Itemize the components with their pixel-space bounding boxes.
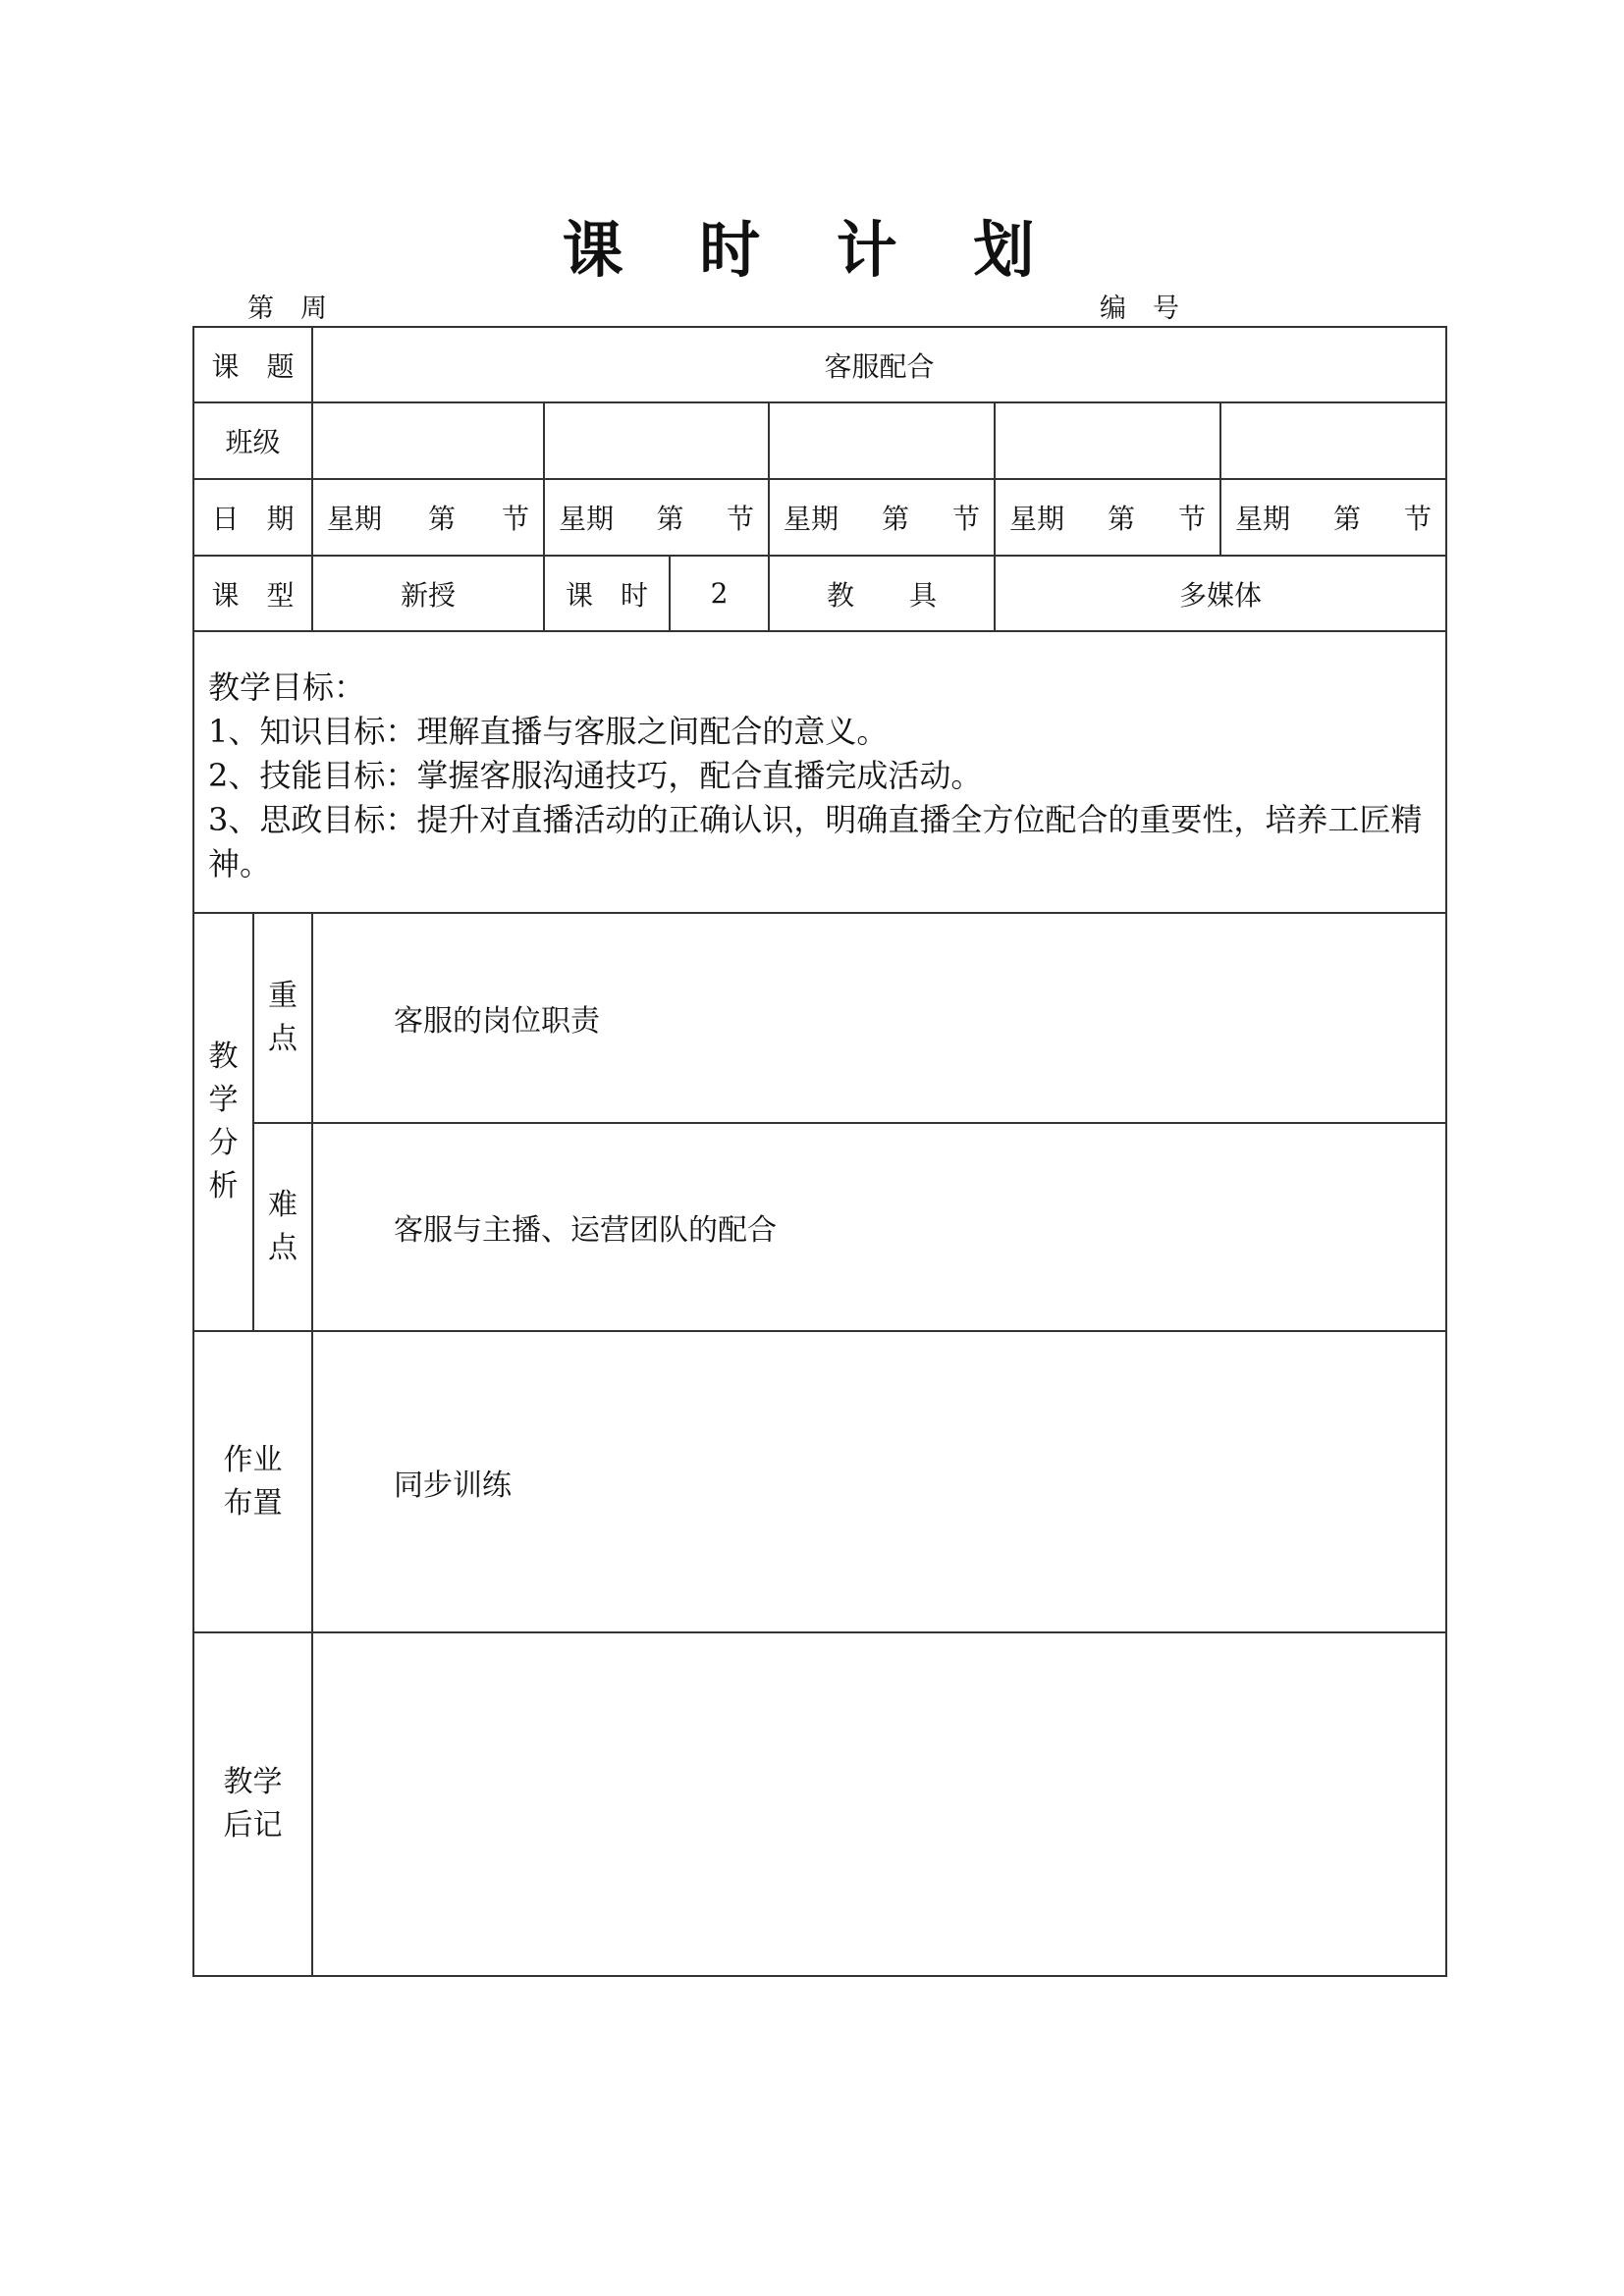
class-cell[interactable] — [769, 402, 995, 479]
section-label: 节 — [501, 503, 529, 535]
analysis-label: 教学分析 — [193, 913, 253, 1331]
date-cell[interactable] — [995, 479, 1220, 556]
type-label: 课 型 — [193, 556, 312, 631]
topic-label: 课 题 — [193, 327, 312, 402]
section-label: 节 — [1404, 503, 1433, 535]
tools-value[interactable]: 多媒体 — [995, 556, 1446, 631]
section-label: 节 — [726, 503, 754, 535]
week-label: 第 周 — [247, 294, 327, 324]
key-label: 重点 — [253, 913, 312, 1123]
date-cell[interactable] — [312, 479, 544, 556]
objectives-heading: 教学目标： — [208, 668, 366, 706]
period-label: 第 — [882, 503, 910, 535]
class-cell[interactable] — [544, 402, 769, 479]
page-title: 课 时 计 划 — [562, 214, 1062, 286]
date-cell[interactable] — [544, 479, 769, 556]
objectives-cell[interactable] — [193, 631, 1446, 913]
number-label: 编 号 — [1100, 294, 1179, 324]
objective-item: 1、知识目标：理解直播与客服之间配合的意义。 — [208, 713, 889, 750]
weekday-label: 星期 — [1009, 503, 1065, 535]
reflection-label: 教学后记 — [193, 1632, 312, 1976]
hours-value[interactable]: 2 — [670, 556, 769, 631]
topic-value[interactable]: 客服配合 — [312, 327, 1446, 402]
class-cell[interactable] — [312, 402, 544, 479]
date-label: 日 期 — [193, 479, 312, 556]
section-label: 节 — [951, 503, 980, 535]
tools-label: 教 具 — [769, 556, 995, 631]
homework-value[interactable]: 同步训练 — [312, 1331, 1446, 1632]
type-value[interactable]: 新授 — [312, 556, 544, 631]
date-cell[interactable] — [1220, 479, 1446, 556]
date-cell[interactable] — [769, 479, 995, 556]
weekday-label: 星期 — [559, 503, 615, 535]
weekday-label: 星期 — [1235, 503, 1291, 535]
homework-label: 作业布置 — [193, 1331, 312, 1632]
period-label: 第 — [1333, 503, 1362, 535]
period-label: 第 — [1108, 503, 1136, 535]
lesson-plan-table — [192, 326, 1447, 1977]
period-label: 第 — [428, 503, 457, 535]
section-label: 节 — [1177, 503, 1206, 535]
class-label: 班级 — [193, 402, 312, 479]
weekday-label: 星期 — [784, 503, 839, 535]
period-label: 第 — [656, 503, 684, 535]
reflection-value[interactable] — [312, 1632, 1446, 1976]
difficult-value[interactable]: 客服与主播、运营团队的配合 — [312, 1123, 1446, 1331]
key-value[interactable]: 客服的岗位职责 — [312, 913, 1446, 1123]
objective-item: 3、思政目标：提升对直播活动的正确认识，明确直播全方位配合的重要性，培养工匠精神。 — [208, 801, 1423, 882]
class-cell[interactable] — [995, 402, 1220, 479]
weekday-label: 星期 — [327, 503, 383, 535]
difficult-label: 难点 — [253, 1123, 312, 1331]
objective-item: 2、技能目标：掌握客服沟通技巧，配合直播完成活动。 — [208, 757, 983, 794]
hours-label: 课 时 — [544, 556, 670, 631]
class-cell[interactable] — [1220, 402, 1446, 479]
